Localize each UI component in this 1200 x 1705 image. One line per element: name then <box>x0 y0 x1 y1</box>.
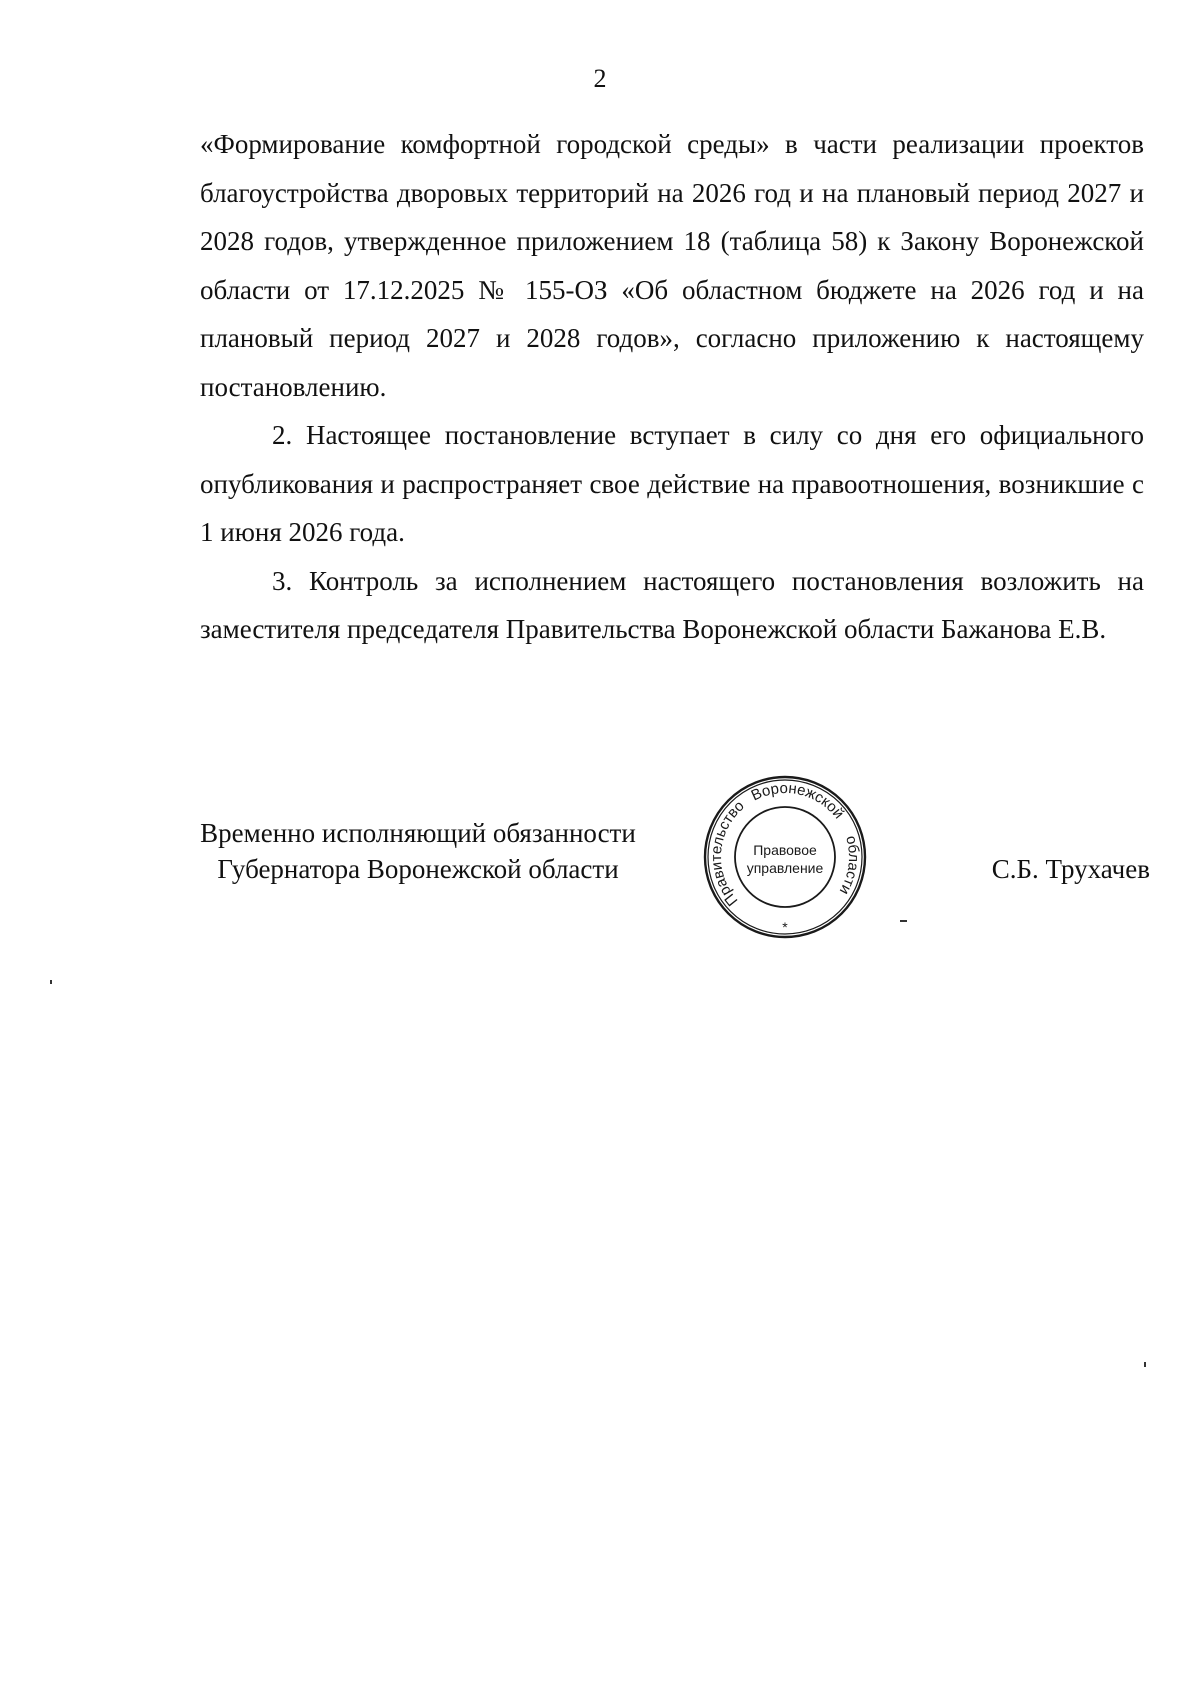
scan-speck <box>50 980 52 984</box>
stamp-outer-text-right: области <box>835 833 863 898</box>
page-number: 2 <box>593 64 607 93</box>
stamp-outer-text-left: Правительство <box>707 797 748 910</box>
stamp-star: * <box>782 919 788 935</box>
signatory-position-line2: Губернатора Воронежской области <box>217 854 619 884</box>
stamp-inner-line2: управление <box>746 860 824 876</box>
official-stamp <box>700 772 870 942</box>
stamp-seal-icon <box>700 772 870 942</box>
signatory-position-line1: Временно исполняющий обязанности <box>200 818 636 848</box>
stamp-outer-text-top: Воронежской <box>748 779 848 823</box>
stamp-inner-line1: Правовое <box>753 842 817 858</box>
signatory-position <box>168 815 668 887</box>
svg-text:Воронежской <box>749 780 848 822</box>
paragraph-item-2: 2. Настоящее постановление вступает в силу со дня его официального опубликования и распространяет свое действие на правоотношения, возникшие с 1 июня 2026 года. <box>200 420 1144 547</box>
document-body <box>200 120 1144 654</box>
paragraph-item-3: 3. Контроль за исполнением настоящего постановления возложить на заместителя председателя Правительства Воронежской области Бажанова Е.В. <box>200 565 1144 644</box>
scan-speck <box>900 920 907 922</box>
paragraph-continuation: «Формирование комфортной городской среды» в части реализации проектов благоустройства дворовых территорий на 2026 год и на плановый период 2027 и 2028 годов, утвержденное приложением 18 (таблица 58) к Закону Воронежской области от 17.12.2025 № 155-ОЗ «Об областном бюджете на 2026 год и на плановый период 2027 и 2028 годов», согласно приложению к настоящему постановлению. <box>200 129 1144 402</box>
scan-speck <box>1144 1362 1146 1367</box>
signatory-name: С.Б. Трухачев <box>991 854 1150 884</box>
